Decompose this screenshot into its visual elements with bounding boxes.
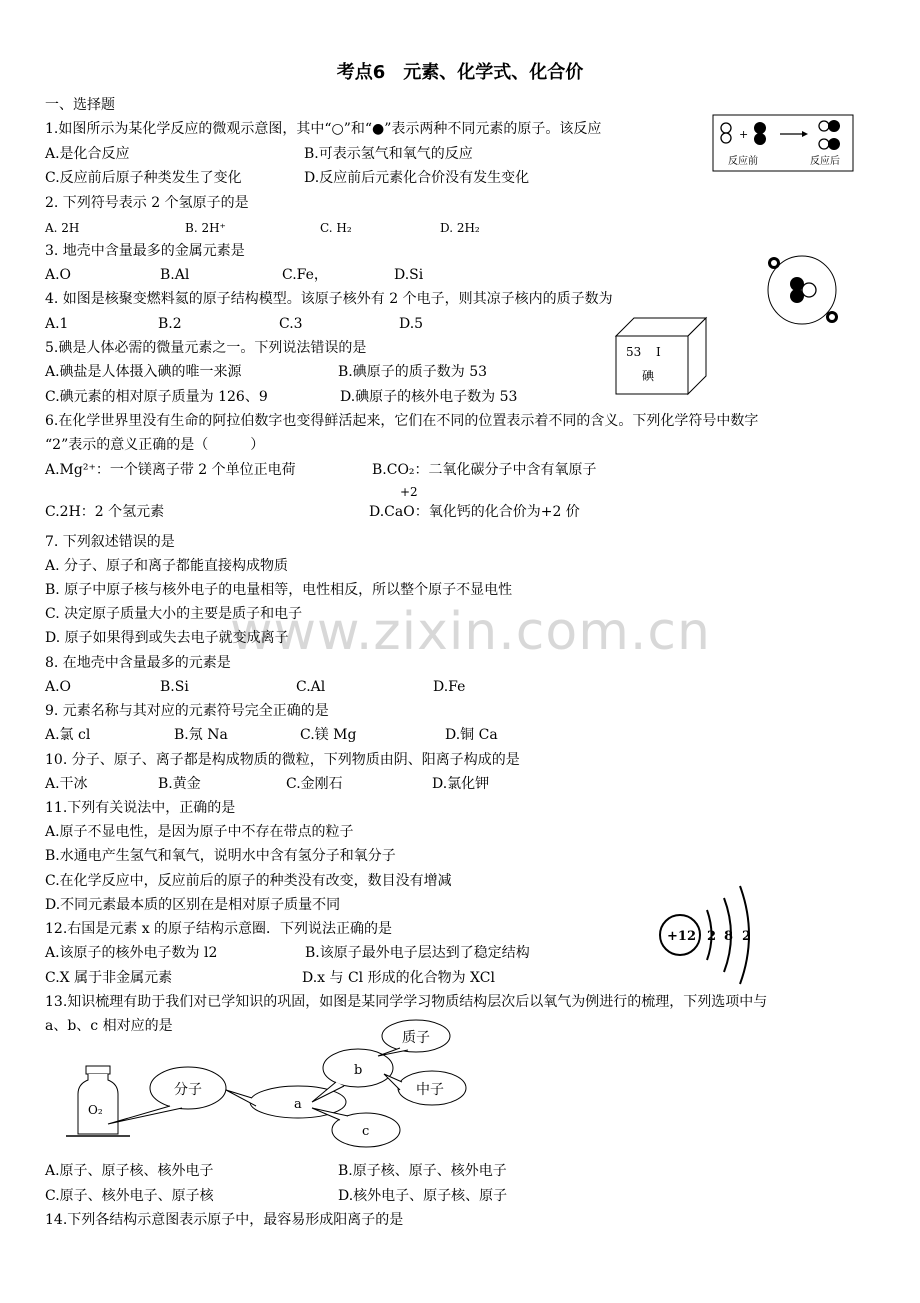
q2-option-b: B. 2H⁺ — [185, 221, 226, 235]
q12-nucleus-label: +12 — [667, 929, 696, 944]
q5-option-a: A.碘盐是人体摄入碘的唯一来源 — [45, 364, 242, 380]
q13-structure-diagram — [60, 1018, 480, 1153]
q4-stem: 4. 如图是核聚变燃料氦的原子结构模型。该原子核外有 2 个电子，则其凉子核内的质子数为 — [45, 291, 613, 307]
q2-option-c: C. H₂ — [320, 221, 352, 235]
q12-shell-3: 2 — [742, 929, 752, 944]
q5-cube-symbol: I — [656, 345, 661, 359]
q12-option-b: B.该原子最外电子层达到了稳定结构 — [305, 945, 530, 961]
q13-option-c: C.原子、核外电子、原子核 — [45, 1188, 214, 1204]
q1-fig-before-label: 反应前 — [728, 156, 758, 167]
q13-bubble-zhongzi: 中子 — [416, 1082, 444, 1098]
q13-stem-line1: 13.知识梳理有助于我们对已学知识的巩固，如图是某同学学习物质结构层次后以氧气为例进行的梳理，下列选项中与 — [45, 994, 768, 1010]
q10-stem: 10. 分子、原子、离子都是构成物质的微粒，下列物质由阴、阳离子构成的是 — [45, 752, 520, 768]
watermark: www.zixin.com.cn — [230, 602, 711, 662]
q3-option-c: C.Fe， — [282, 267, 328, 283]
q12-atom-structure-diagram — [652, 880, 762, 990]
q4-option-b: B.2 — [158, 316, 182, 332]
q13-bubble-b: b — [354, 1063, 363, 1078]
q13-option-a: A.原子、原子核、核外电子 — [45, 1163, 214, 1179]
q11-option-c: C.在化学反应中，反应前后的原子的种类没有改变，数目没有增减 — [45, 873, 452, 889]
q4-helium-atom-figure — [752, 250, 852, 330]
svg-text:+: + — [739, 128, 749, 141]
page-title: 考点6 元素、化学式、化合价 — [336, 62, 584, 83]
q7-option-b: B. 原子中原子核与核外电子的电量相等，电性相反，所以整个原子不显电性 — [45, 582, 513, 598]
q11-stem: 11.下列有关说法中，正确的是 — [45, 800, 236, 816]
q13-bubble-a: a — [294, 1097, 302, 1112]
q13-bottle-label: O₂ — [88, 1103, 103, 1117]
q12-shell-1: 2 — [707, 929, 717, 944]
q3-option-b: B.Al — [160, 267, 190, 283]
q7-option-c: C. 决定原子质量大小的主要是质子和电子 — [45, 606, 303, 622]
q1-option-c: C.反应前后原子种类发生了变化 — [45, 170, 242, 186]
q13-bubble-fenzi: 分子 — [174, 1082, 202, 1098]
q1-option-b: B.可表示氢气和氧气的反应 — [304, 146, 473, 162]
q11-option-a: A.原子不显电性，是因为原子中不存在带点的粒子 — [45, 824, 354, 840]
q2-option-a: A. 2H — [45, 221, 80, 235]
q13-stem-line2: a、b、c 相对应的是 — [45, 1018, 173, 1034]
q4-option-c: C.3 — [279, 316, 303, 332]
q8-option-d: D.Fe — [433, 679, 466, 695]
q12-option-c: C.X 属于非金属元素 — [45, 970, 173, 986]
q6-stem-line1: 6.在化学世界里没有生命的阿拉伯数字也变得鲜活起来，它们在不同的位置表示着不同的含义。下列化学符号中数字 — [45, 413, 759, 429]
q5-option-d: D.碘原子的核外电子数为 53 — [340, 389, 518, 405]
q5-iodine-element-cube — [614, 316, 708, 396]
q5-cube-name: 碘 — [642, 369, 655, 383]
q6-option-b: B.CO₂：二氧化碳分子中含有氧原子 — [372, 462, 597, 478]
q1-fig-after-label: 反应后 — [810, 156, 840, 167]
q1-stem: 1.如图所示为某化学反应的微观示意图，其中“○”和“●”表示两种不同元素的原子。该反应 — [45, 121, 602, 137]
q2-option-d: D. 2H₂ — [440, 221, 480, 235]
q2-stem: 2. 下列符号表示 2 个氢原子的是 — [45, 195, 249, 211]
q11-option-b: B.水通电产生氢气和氧气，说明水中含有氢分子和氧分子 — [45, 848, 396, 864]
section-heading: 一、选择题 — [45, 97, 115, 113]
q13-bubble-zhizi: 质子 — [402, 1030, 430, 1046]
q9-option-d: D.铜 Ca — [445, 727, 498, 743]
q6-valence-mark: +2 — [400, 485, 418, 499]
q4-option-d: D.5 — [399, 316, 424, 332]
q3-stem: 3. 地壳中含量最多的金属元素是 — [45, 243, 245, 259]
q6-option-c: C.2H：2 个氢元素 — [45, 504, 165, 520]
q7-stem: 7. 下列叙述错误的是 — [45, 534, 175, 550]
q11-option-d: D.不同元素最本质的区别在是相对原子质量不同 — [45, 897, 341, 913]
q6-stem-line2: “2”表示的意义正确的是（ ） — [45, 437, 265, 453]
q12-shell-2: 8 — [724, 929, 734, 944]
q5-stem: 5.碘是人体必需的微量元素之一。下列说法错误的是 — [45, 340, 367, 356]
q6-option-d: D.CaO：氧化钙的化合价为+2 价 — [369, 504, 580, 520]
q13-bubble-c: c — [362, 1124, 370, 1139]
q3-option-d: D.Si — [394, 267, 424, 283]
q8-option-a: A.O — [45, 679, 72, 695]
q1-option-d: D.反应前后元素化合价没有发生变化 — [304, 170, 530, 186]
q8-stem: 8. 在地壳中含量最多的元素是 — [45, 655, 231, 671]
q4-option-a: A.1 — [45, 316, 69, 332]
q13-option-b: B.原子核、原子、核外电子 — [338, 1163, 507, 1179]
q10-option-b: B.黄金 — [158, 776, 201, 792]
q6-option-a: A.Mg²⁺：一个镁离子带 2 个单位正电荷 — [45, 462, 296, 478]
q14-stem: 14.下列各结构示意图表示原子中，最容易形成阳离子的是 — [45, 1212, 404, 1228]
q1-option-a: A.是化合反应 — [45, 146, 130, 162]
q8-option-c: C.Al — [296, 679, 326, 695]
q12-stem: 12.右国是元素 x 的原子结构示意圈．下列说法正确的是 — [45, 921, 393, 937]
q12-option-d: D.x 与 Cl 形成的化合物为 XCl — [302, 970, 495, 986]
q9-option-a: A.氯 cl — [45, 727, 91, 743]
q5-cube-number: 53 — [626, 345, 642, 359]
q8-option-b: B.Si — [160, 679, 189, 695]
q13-option-d: D.核外电子、原子核、原子 — [338, 1188, 508, 1204]
q7-option-d: D. 原子如果得到或失去电子就变成离子 — [45, 630, 289, 646]
q10-option-a: A.干冰 — [45, 776, 88, 792]
q10-option-d: D.氯化钾 — [432, 776, 490, 792]
q9-option-b: B.氖 Na — [174, 727, 228, 743]
q3-option-a: A.O — [45, 267, 72, 283]
q9-option-c: C.镁 Mg — [300, 727, 357, 743]
q10-option-c: C.金刚石 — [286, 776, 343, 792]
q12-option-a: A.该原子的核外电子数为 l2 — [45, 945, 218, 961]
q7-option-a: A. 分子、原子和离子都能直接构成物质 — [45, 558, 289, 574]
q9-stem: 9. 元素名称与其对应的元素符号完全正确的是 — [45, 703, 329, 719]
q5-option-b: B.碘原子的质子数为 53 — [338, 364, 488, 380]
q5-option-c: C.碘元素的相对原子质量为 126、9 — [45, 389, 268, 405]
q1-reaction-figure — [712, 114, 854, 172]
